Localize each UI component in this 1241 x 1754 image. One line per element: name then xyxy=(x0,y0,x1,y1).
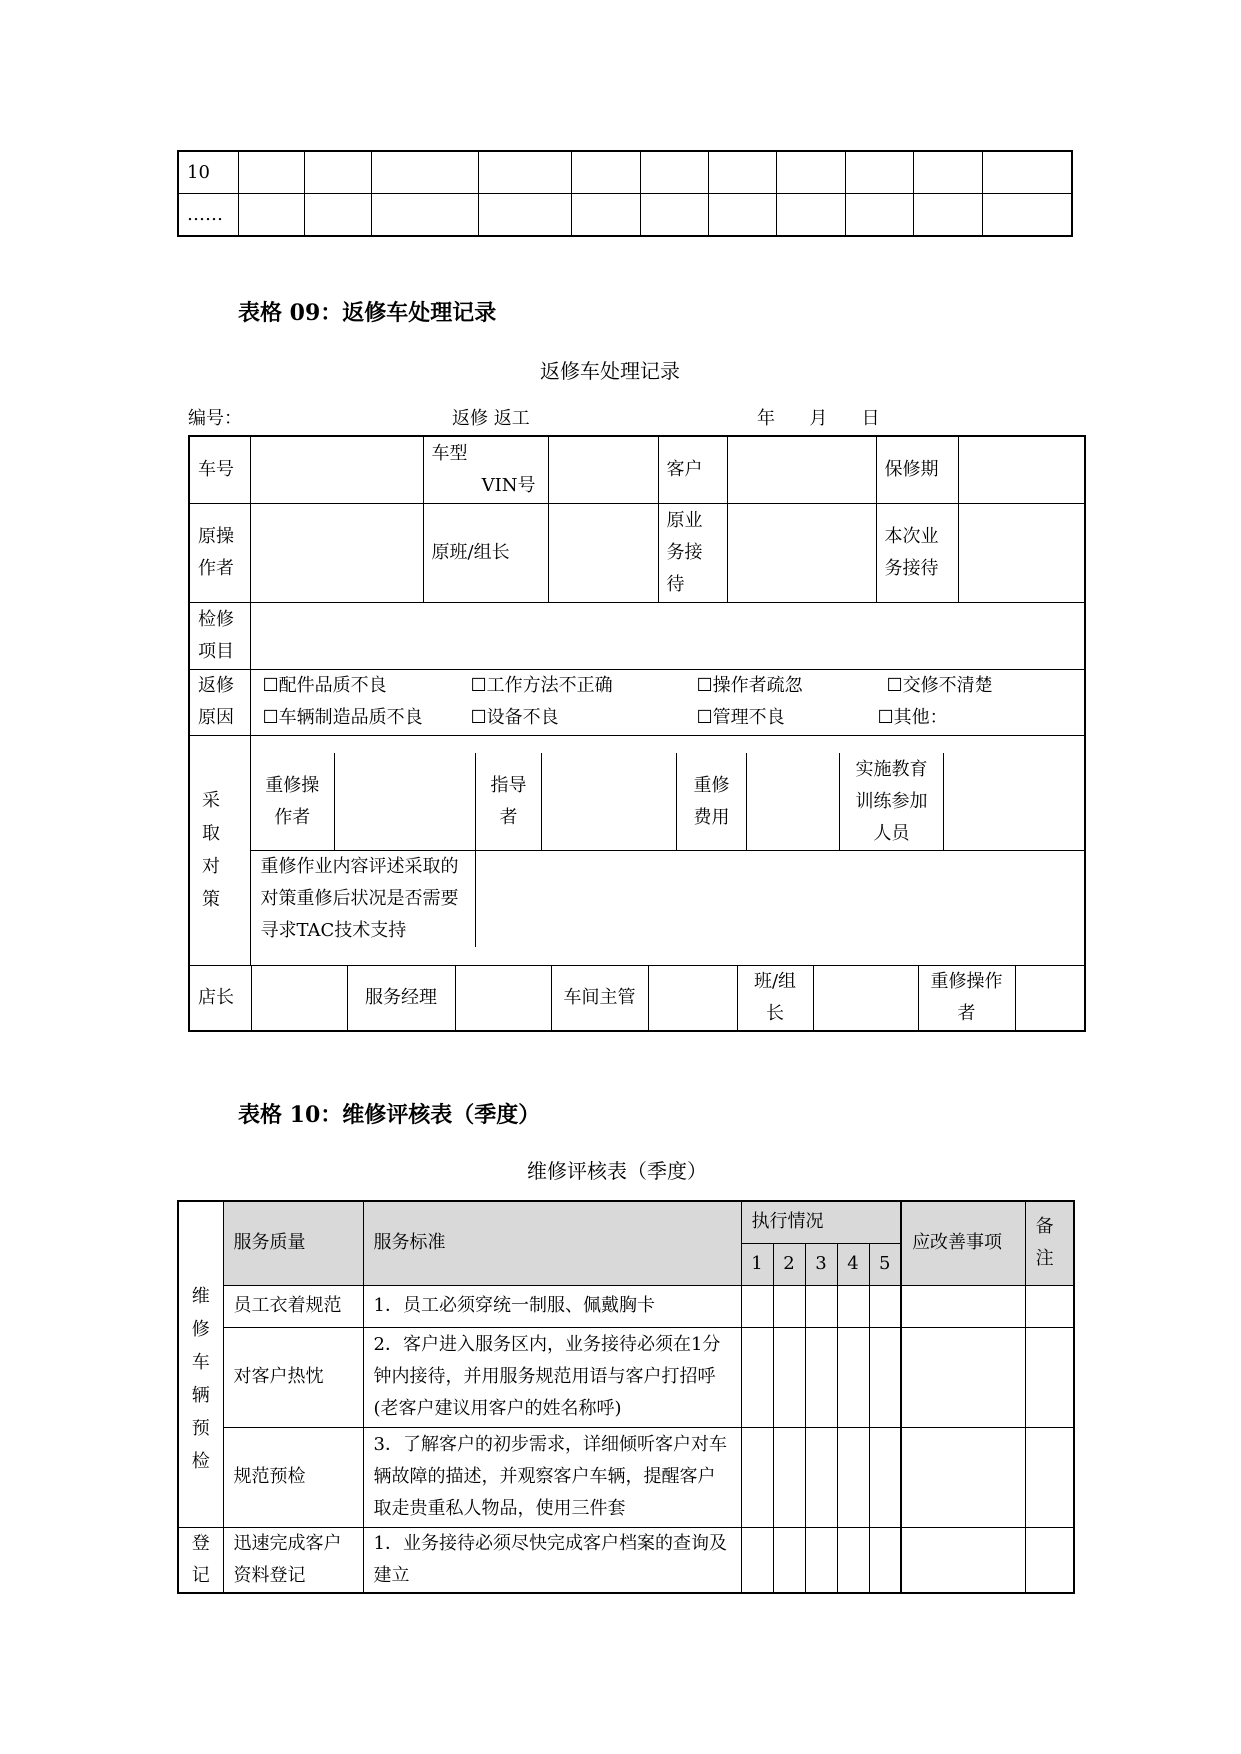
standard-cell: 1．员工必须穿统一制服、佩戴胸卡 xyxy=(363,1285,741,1327)
rework-operator-sign-label: 重修操作者 xyxy=(918,966,1015,1030)
table-row xyxy=(189,735,1085,965)
rework-type-label: 返修 返工 xyxy=(452,408,530,429)
orig-leader-label: 原班/组长 xyxy=(423,503,548,602)
group-label: 登记 xyxy=(178,1527,223,1593)
score-header: 3 xyxy=(805,1243,837,1285)
score-header: 1 xyxy=(741,1243,773,1285)
warranty-label: 保修期 xyxy=(876,436,958,503)
table-row xyxy=(189,669,1085,735)
quality-cell: 规范预检 xyxy=(223,1427,363,1527)
col-header-quality: 服务质量 xyxy=(223,1201,363,1285)
reason-option[interactable]: ☐设备不良 xyxy=(470,707,559,728)
section-10-heading: 表格 10：维修评核表（季度） xyxy=(238,1102,541,1128)
team-leader-label: 班/组长 xyxy=(737,966,813,1030)
col-header-execution: 执行情况 xyxy=(741,1201,901,1243)
col-header-remark: 备注 xyxy=(1025,1201,1074,1285)
standard-cell: 2．客户进入服务区内，业务接待必须在1分钟内接待，并用服务规范用语与客户打招呼(老客户建议用客户的姓名称呼) xyxy=(363,1327,741,1427)
group-label: 维修车辆预检 xyxy=(178,1201,223,1527)
quality-cell: 迅速完成客户资料登记 xyxy=(223,1527,363,1593)
table-row xyxy=(178,1527,1074,1593)
repair-evaluation-table xyxy=(177,1200,1075,1594)
standard-cell: 1．业务接待必须尽快完成客户档案的查询及建立 xyxy=(363,1527,741,1593)
reason-option[interactable]: ☐配件品质不良 xyxy=(262,675,387,696)
score-header: 2 xyxy=(773,1243,805,1285)
score-header: 4 xyxy=(837,1243,869,1285)
table-row xyxy=(178,194,1072,237)
model-vin-cell xyxy=(423,436,548,503)
orig-operator-label: 原操作者 xyxy=(189,503,250,602)
car-no-label: 车号 xyxy=(189,436,250,503)
repair-items-label: 检修项目 xyxy=(189,602,250,669)
table-row xyxy=(178,1201,1074,1243)
previous-table xyxy=(177,150,1073,237)
reason-option[interactable]: ☐操作者疏忽 xyxy=(696,675,803,696)
this-reception-label: 本次业务接待 xyxy=(876,503,958,602)
table-row xyxy=(178,151,1072,194)
table-row xyxy=(178,1285,1074,1327)
model-label: 车型 xyxy=(431,442,468,464)
standard-cell: 3．了解客户的初步需求，详细倾听客户对车辆故障的描述，并观察客户车辆，提醒客户取走贵重私人物品，使用三件套 xyxy=(363,1427,741,1527)
reason-option[interactable]: ☐管理不良 xyxy=(696,707,785,728)
quality-cell: 员工衣着规范 xyxy=(223,1285,363,1327)
score-header: 5 xyxy=(869,1243,901,1285)
signature-table xyxy=(190,966,1084,1030)
reason-option[interactable]: ☐车辆制造品质不良 xyxy=(262,707,423,728)
quality-cell: 对客户热忱 xyxy=(223,1327,363,1427)
customer-label: 客户 xyxy=(658,436,727,503)
workshop-supervisor-label: 车间主管 xyxy=(551,966,648,1030)
row-label: …… xyxy=(178,194,238,237)
table-row xyxy=(189,436,1085,503)
date-label: 年 月 日 xyxy=(757,408,880,429)
table-row xyxy=(189,503,1085,602)
rework-reason-options xyxy=(250,669,1085,735)
section-09-heading: 表格 09：返修车处理记录 xyxy=(238,300,497,326)
table-row xyxy=(178,1327,1074,1427)
row-label: 10 xyxy=(178,151,238,194)
table-row xyxy=(178,1427,1074,1527)
reason-option[interactable]: ☐交修不清楚 xyxy=(886,675,993,696)
col-header-standard: 服务标准 xyxy=(363,1201,741,1285)
service-manager-label: 服务经理 xyxy=(347,966,455,1030)
reason-option[interactable]: ☐其他： xyxy=(877,707,948,728)
measures-table xyxy=(251,753,1085,948)
rework-review-label: 重修作业内容评述采取的对策重修后状况是否需要寻求TAC技术支持 xyxy=(251,851,476,948)
section-09-title: 返修车处理记录 xyxy=(540,359,680,383)
store-manager-label: 店长 xyxy=(190,966,251,1030)
rework-cost-label: 重修费用 xyxy=(677,753,747,851)
table-row xyxy=(189,602,1085,669)
number-label: 编号： xyxy=(188,408,242,429)
reason-option[interactable]: ☐工作方法不正确 xyxy=(470,675,613,696)
vin-label: VIN号 xyxy=(481,474,536,496)
measures-label: 采取对策 xyxy=(189,735,250,965)
section-10-title: 维修评核表（季度） xyxy=(527,1159,707,1183)
orig-reception-label: 原业务接待 xyxy=(658,503,727,602)
table-row xyxy=(189,965,1085,1031)
rework-operator-label: 重修操作者 xyxy=(251,753,335,851)
col-header-improve: 应改善事项 xyxy=(901,1201,1025,1285)
instructor-label: 指导者 xyxy=(476,753,542,851)
training-label: 实施教育训练参加人员 xyxy=(840,753,944,851)
rework-reason-label: 返修原因 xyxy=(189,669,250,735)
rework-record-table xyxy=(188,435,1086,1032)
